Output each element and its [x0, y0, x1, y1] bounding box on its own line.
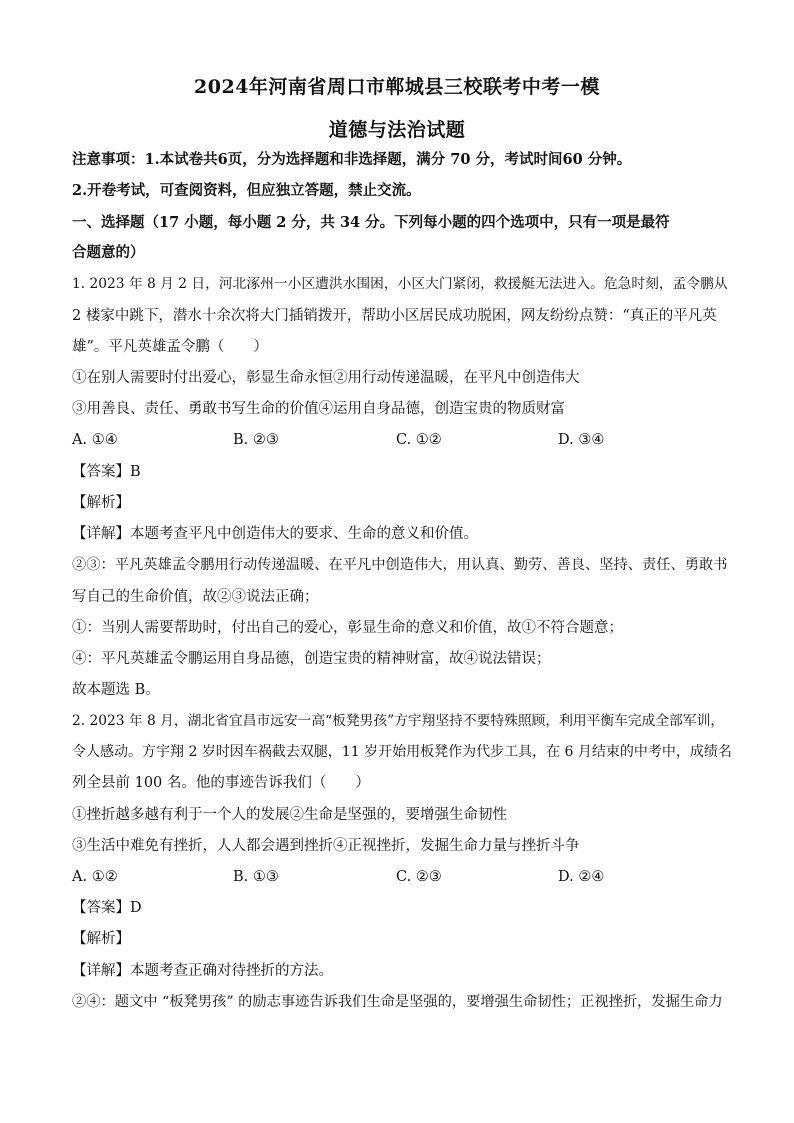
notes-line-1: 注意事项：1.本试卷共6页，分为选择题和非选择题，满分 70 分，考试时间60 分钟。 [72, 151, 632, 168]
q2-option-a: A. ①② [72, 869, 118, 885]
section-heading-line-1: 一、选择题（17 小题，每小题 2 分，共 34 分。下列每小题的四个选项中，只有一项是最符 [72, 214, 670, 231]
q2-option-b: B. ①③ [233, 869, 279, 885]
q2-stem-line-1: 2. 2023 年 8 月，湖北省宜昌市远安一高“板凳男孩”方宇翔坚持不要特殊照顾，利用平衡车完成全部军训， [72, 713, 725, 729]
q1-detail-line-4: ①：当别人需要帮助时，付出自己的爱心，彰显生命的意义和价值，故①不符合题意； [72, 620, 623, 636]
q1-detail-line-1: 【详解】本题考查平凡中创造伟大的要求、生命的意义和价值。 [72, 526, 478, 542]
q1-detail-line-3: 写自己的生命价值，故②③说法正确； [72, 589, 319, 605]
q2-stem-line-3: 列全县前 100 名。他的事迹告诉我们（ ） [72, 775, 370, 791]
q1-detail-line-5: ④：平凡英雄孟令鹏运用自身品德，创造宝贵的精神财富，故④说法错误； [72, 651, 551, 667]
q1-conclusion: 故本题选 B。 [72, 682, 160, 698]
q2-answer: 【答案】D [72, 900, 142, 916]
page-subtitle: 道德与法治试题 [328, 119, 466, 141]
page-title: 2024年河南省周口市郸城县三校联考中考一模 [194, 76, 600, 98]
notes-line-2: 2.开卷考试，可查阅资料，但应独立答题，禁止交流。 [72, 182, 421, 199]
q1-item-line-1: ①在别人需要时付出爱心，彰显生命永恒②用行动传递温暖，在平凡中创造伟大 [72, 370, 580, 386]
q2-detail-line-2: ②④：题文中 “板凳男孩” 的励志事迹告诉我们生命是坚强的，要增强生命韧性；正视挫折，发掘生命力 [72, 994, 723, 1010]
q2-detail-line-1: 【详解】本题考查正确对待挫折的方法。 [72, 963, 333, 979]
q1-option-b: B. ②③ [233, 432, 279, 448]
q1-option-c: C. ①② [396, 432, 442, 448]
q2-analysis-tag: 【解析】 [72, 931, 130, 947]
q2-item-line-2: ③生活中难免有挫折，人人都会遇到挫折④正视挫折，发掘生命力量与挫折斗争 [72, 838, 580, 854]
q1-stem-line-2: 2 楼家中跳下，潜水十余次将大门插销拨开，帮助小区居民成功脱困，网友纷纷点赞：“真正的平凡英 [72, 308, 717, 324]
q1-stem-line-1: 1. 2023 年 8 月 2 日，河北涿州一小区遭洪水围困，小区大门紧闭，救援艇无法进入。危急时刻，孟令鹏从 [72, 276, 728, 292]
q1-detail-line-2: ②③：平凡英雄孟令鹏用行动传递温暖、在平凡中创造伟大，用认真、勤劳、善良、坚持、责任、勇敢书 [72, 557, 728, 573]
q1-stem-line-3: 雄”。平凡英雄孟令鹏（ ） [72, 339, 268, 355]
q2-item-line-1: ①挫折越多越有利于一个人的发展②生命是坚强的，要增强生命韧性 [72, 807, 507, 823]
q1-item-line-2: ③用善良、责任、勇敢书写生命的价值④运用自身品德，创造宝贵的物质财富 [72, 401, 565, 417]
q1-option-d: D. ③④ [558, 432, 605, 448]
q1-option-a: A. ①④ [72, 432, 118, 448]
q1-analysis-tag: 【解析】 [72, 495, 130, 511]
q2-stem-line-2: 令人感动。方宇翔 2 岁时因车祸截去双腿，11 岁开始用板凳作为代步工具，在 6 月结束的中考中，成绩名 [72, 744, 732, 760]
section-heading-line-2: 合题意的） [72, 244, 145, 261]
q1-answer: 【答案】B [72, 464, 141, 480]
q2-option-d: D. ②④ [558, 869, 605, 885]
q2-option-c: C. ②③ [396, 869, 442, 885]
